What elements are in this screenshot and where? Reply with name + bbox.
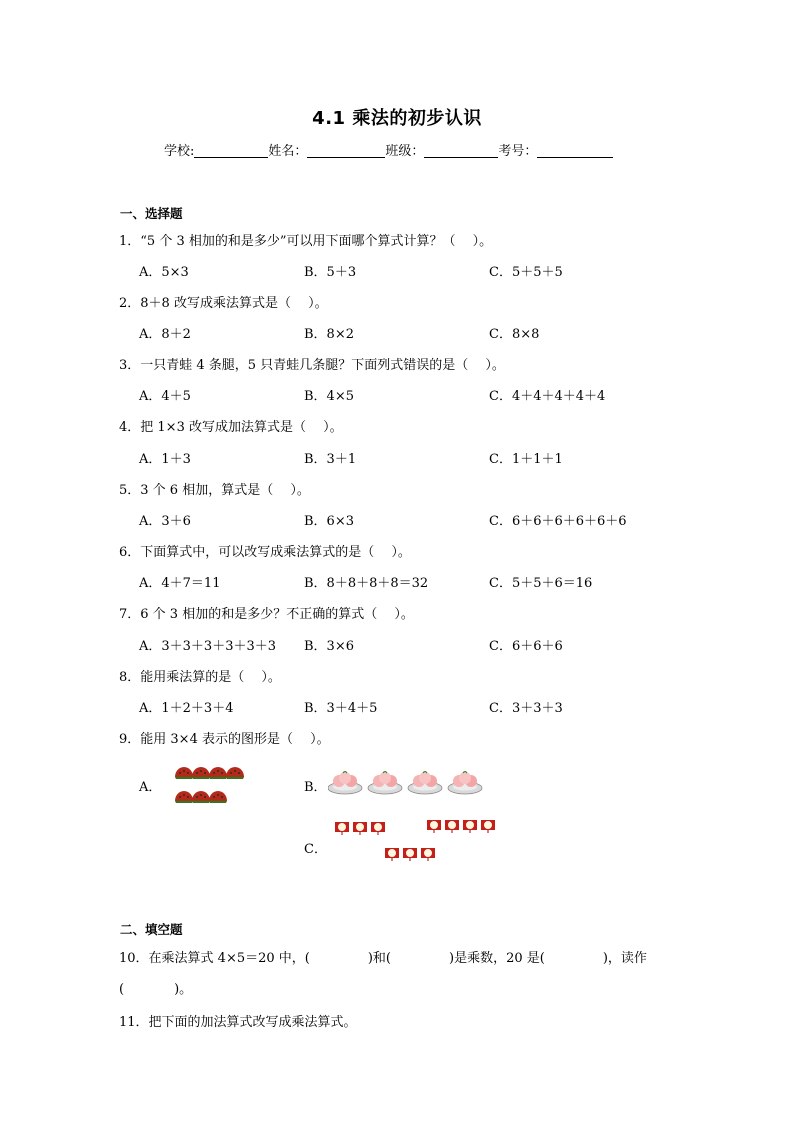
section-heading-fill: 二、填空题 <box>120 922 183 937</box>
question-8: 8．能用乘法算的是（ ）。 <box>119 670 281 685</box>
q6-option-b[interactable]: B．8＋8＋8＋8＝32 <box>304 576 429 591</box>
watermelon-slices-image[interactable] <box>173 765 245 807</box>
school-label: 学校: <box>164 144 195 159</box>
q2-option-c[interactable]: C．8×8 <box>489 327 540 342</box>
q9-option-b[interactable]: B． <box>304 780 327 795</box>
q1-option-b[interactable]: B．5＋3 <box>304 265 357 280</box>
name-blank[interactable] <box>307 143 385 158</box>
q8-option-b[interactable]: B．3＋4＋5 <box>304 701 378 716</box>
name-label: 姓名： <box>268 144 308 159</box>
q5-option-a[interactable]: A．3＋6 <box>139 514 191 529</box>
q2-option-b[interactable]: B．8×2 <box>304 327 354 342</box>
student-info-row <box>164 140 613 159</box>
q8-option-c[interactable]: C．3＋3＋3 <box>489 701 563 716</box>
question-1: 1．“5 个 3 相加的和是多少”可以用下面哪个算式计算？（ ）。 <box>119 234 493 249</box>
school-blank[interactable] <box>194 143 268 158</box>
q4-option-c[interactable]: C．1＋1＋1 <box>489 452 563 467</box>
section-heading-choice: 一、选择题 <box>120 206 183 221</box>
q7-option-c[interactable]: C．6＋6＋6 <box>489 639 563 654</box>
question-5: 5．3 个 6 相加，算式是（ ）。 <box>119 483 310 498</box>
q9-option-c[interactable]: C． <box>304 842 327 857</box>
question-10: 10．在乘法算式 4×5＝20 中，( )和( )是乘数，20 是( )，读作 <box>119 951 647 966</box>
question-2: 2．8＋8 改写成乘法算式是（ ）。 <box>119 296 328 311</box>
question-7: 7．6 个 3 相加的和是多少？不正确的算式（ ）。 <box>119 607 414 622</box>
q5-option-b[interactable]: B．6×3 <box>304 514 354 529</box>
q8-option-a[interactable]: A．1＋2＋3＋4 <box>139 701 234 716</box>
class-blank[interactable] <box>424 143 498 158</box>
q3-option-b[interactable]: B．4×5 <box>304 389 354 404</box>
q3-option-a[interactable]: A．4＋5 <box>139 389 191 404</box>
q1-option-a[interactable]: A．5×3 <box>139 265 189 280</box>
q6-option-c[interactable]: C．5＋5＋6＝16 <box>489 576 593 591</box>
q4-option-b[interactable]: B．3＋1 <box>304 452 357 467</box>
page-title: 4.1 乘法的初步认识 <box>312 108 482 129</box>
q7-option-a[interactable]: A．3＋3＋3＋3＋3＋3 <box>139 639 277 654</box>
question-9: 9．能用 3×4 表示的图形是（ ）。 <box>119 732 330 747</box>
q2-option-a[interactable]: A．8＋2 <box>139 327 191 342</box>
question-6: 6．下面算式中，可以改写成乘法算式的是（ ）。 <box>119 545 411 560</box>
peach-plates-image[interactable] <box>328 770 488 796</box>
question-4: 4．把 1×3 改写成加法算式是（ ）。 <box>119 420 343 435</box>
question-3: 3．一只青蛙 4 条腿，5 只青蛙几条腿？下面列式错误的是（ ）。 <box>119 358 505 373</box>
q6-option-a[interactable]: A．4＋7＝11 <box>139 576 221 591</box>
class-label: 班级： <box>385 144 425 159</box>
question-11: 11．把下面的加法算式改写成乘法算式。 <box>119 1015 357 1030</box>
q3-option-c[interactable]: C．4＋4＋4＋4＋4 <box>489 389 606 404</box>
q9-option-a[interactable]: A． <box>139 780 162 795</box>
q1-option-c[interactable]: C．5＋5＋5 <box>489 265 563 280</box>
lanterns-image[interactable] <box>335 820 505 868</box>
question-10-line2: ( )。 <box>119 982 193 997</box>
number-blank[interactable] <box>537 143 613 158</box>
q4-option-a[interactable]: A．1＋3 <box>139 452 191 467</box>
q7-option-b[interactable]: B．3×6 <box>304 639 354 654</box>
q5-option-c[interactable]: C．6＋6＋6＋6＋6＋6 <box>489 514 627 529</box>
number-label: 考号： <box>498 144 538 159</box>
